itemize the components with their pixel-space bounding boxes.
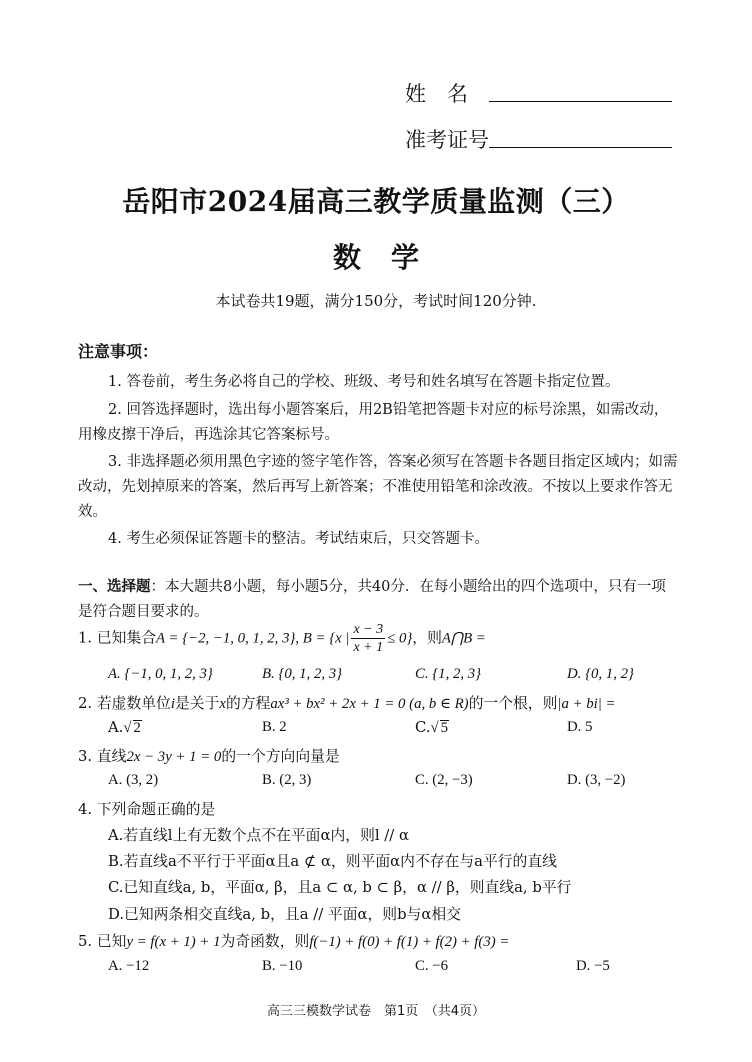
question-text: 已知集合 xyxy=(96,629,157,647)
option-b: B. {0, 1, 2, 3} xyxy=(262,666,343,682)
name-blank-line xyxy=(489,101,672,102)
option-d: D. 5 xyxy=(567,719,593,735)
exam-id-blank-line xyxy=(489,147,672,148)
question-text: 是关于 xyxy=(174,695,220,712)
option-a: A.若直线l上有无数个点不在平面α内，则l // α xyxy=(108,827,409,844)
question-text: 已知 xyxy=(96,933,127,950)
section-intro xyxy=(78,575,678,625)
option-b: B. −10 xyxy=(262,958,303,974)
question-number: 3. xyxy=(78,748,93,765)
name-label: 姓 名 xyxy=(405,82,468,106)
option-d: D. −5 xyxy=(576,958,610,974)
exam-id-label: 准考证号 xyxy=(405,128,489,152)
option-label: A. xyxy=(108,719,124,736)
question-1 xyxy=(78,621,486,656)
option-b: B. 2 xyxy=(262,719,287,735)
question-text: 的一个根，则 xyxy=(468,695,558,712)
fraction xyxy=(351,621,385,656)
note-item: 1. 答卷前，考生务必将自己的学校、班级、考号和姓名填写在答题卡指定位置。 xyxy=(108,374,620,390)
option-d: D.已知两条相交直线a, b，且a // 平面α，则b与α相交 xyxy=(108,906,461,923)
option-a: A. {−1, 0, 1, 2, 3} xyxy=(108,666,213,682)
note-item: 2. 回答选择题时，选出每小题答案后，用2B铅笔把答题卡对应的标号涂黑，如需改动，用橡皮擦干净后，再选涂其它答案标号。 xyxy=(78,402,669,443)
set-expression-tail: ≤ 0} xyxy=(387,630,413,647)
option-d: D. (3, −2) xyxy=(567,772,626,788)
note-item: 4. 考生必须保证答题卡的整洁。考试结束后，只交答题卡。 xyxy=(108,531,489,547)
section-label: 一、选择题 xyxy=(78,579,151,595)
option-b: B.若直线a不平行于平面α且a ⊄ α，则平面α内不存在与a平行的直线 xyxy=(108,853,557,870)
option-c: C. {1, 2, 3} xyxy=(415,666,482,682)
question-number: 1. xyxy=(78,629,93,647)
equation: y = f(x + 1) + 1 xyxy=(126,934,221,950)
question-number: 4. xyxy=(78,801,93,818)
subject-title: 数学 xyxy=(332,241,449,274)
equation: 2x − 3y + 1 = 0 xyxy=(126,749,222,765)
option-a: A. (3, 2) xyxy=(108,772,159,788)
question-text: 直线 xyxy=(96,748,127,765)
question-4 xyxy=(78,798,215,819)
question-expression: A⋂B = xyxy=(441,630,486,647)
option-c: C.已知直线a, b，平面α, β，且a ⊂ α, b ⊂ β，α // β，则直线a, b平行 xyxy=(108,879,572,896)
question-5 xyxy=(78,930,509,951)
variable-x: x xyxy=(219,696,226,712)
sqrt-icon: √ xyxy=(430,720,439,736)
fraction-numerator: x − 3 xyxy=(353,622,384,637)
sqrt-radicand: 5 xyxy=(440,720,449,736)
option-c: C. (2, −3) xyxy=(415,772,473,788)
section-text: ：本大题共8小题，每小题5分，共40分．在每小题给出的四个选项中，只有一项是符合题目要求的。 xyxy=(78,579,666,620)
question-2 xyxy=(78,692,616,713)
notes-heading: 注意事项： xyxy=(78,342,159,361)
note-item: 3. 非选择题必须用黑色字迹的签字笔作答，答案必须写在答题卡各题目指定区域内；如需改动，先划掉原来的答案，然后再写上新答案；不准使用铅笔和涂改液。不按以上要求作答无效。 xyxy=(78,454,678,520)
set-expression: A = {−2, −1, 0, 1, 2, 3}, B = {x | xyxy=(156,630,350,647)
option-c: C. −6 xyxy=(415,958,449,974)
question-text: 的一个方向向量是 xyxy=(221,748,340,765)
option-b: B. (2, 3) xyxy=(262,772,312,788)
option-d: D. {0, 1, 2} xyxy=(567,666,634,682)
option-c xyxy=(415,719,449,737)
sqrt-radicand: 2 xyxy=(133,720,141,736)
option-a: A. −12 xyxy=(108,958,150,974)
question-3 xyxy=(78,745,340,766)
fraction-denominator: x + 1 xyxy=(353,640,384,655)
page-footer: 高三三模数学试卷 第1页 （共4页） xyxy=(266,1004,486,1019)
question-text: ，则 xyxy=(412,629,442,647)
equation: ax³ + bx² + 2x + 1 = 0 (a, b ∈ R) xyxy=(270,696,469,712)
question-number: 2. xyxy=(78,695,93,712)
sqrt-icon: √ xyxy=(123,720,132,736)
option-label: C. xyxy=(415,719,431,736)
exam-info: 本试卷共19题，满分150分，考试时间120分钟. xyxy=(215,292,537,310)
question-text: 为奇函数，则 xyxy=(220,933,310,950)
question-text: 的方程 xyxy=(225,695,271,712)
question-text: 若虚数单位 xyxy=(96,695,171,712)
option-a xyxy=(108,719,142,737)
exam-title: 岳阳市2024届高三教学质量监测（三） xyxy=(122,185,630,218)
question-text: 下列命题正确的是 xyxy=(96,801,216,818)
question-expression: f(−1) + f(0) + f(1) + f(2) + f(3) = xyxy=(309,934,510,950)
question-number: 5. xyxy=(78,933,93,950)
question-expression: |a + bi| = xyxy=(557,696,616,712)
imaginary-unit: i xyxy=(170,696,175,712)
